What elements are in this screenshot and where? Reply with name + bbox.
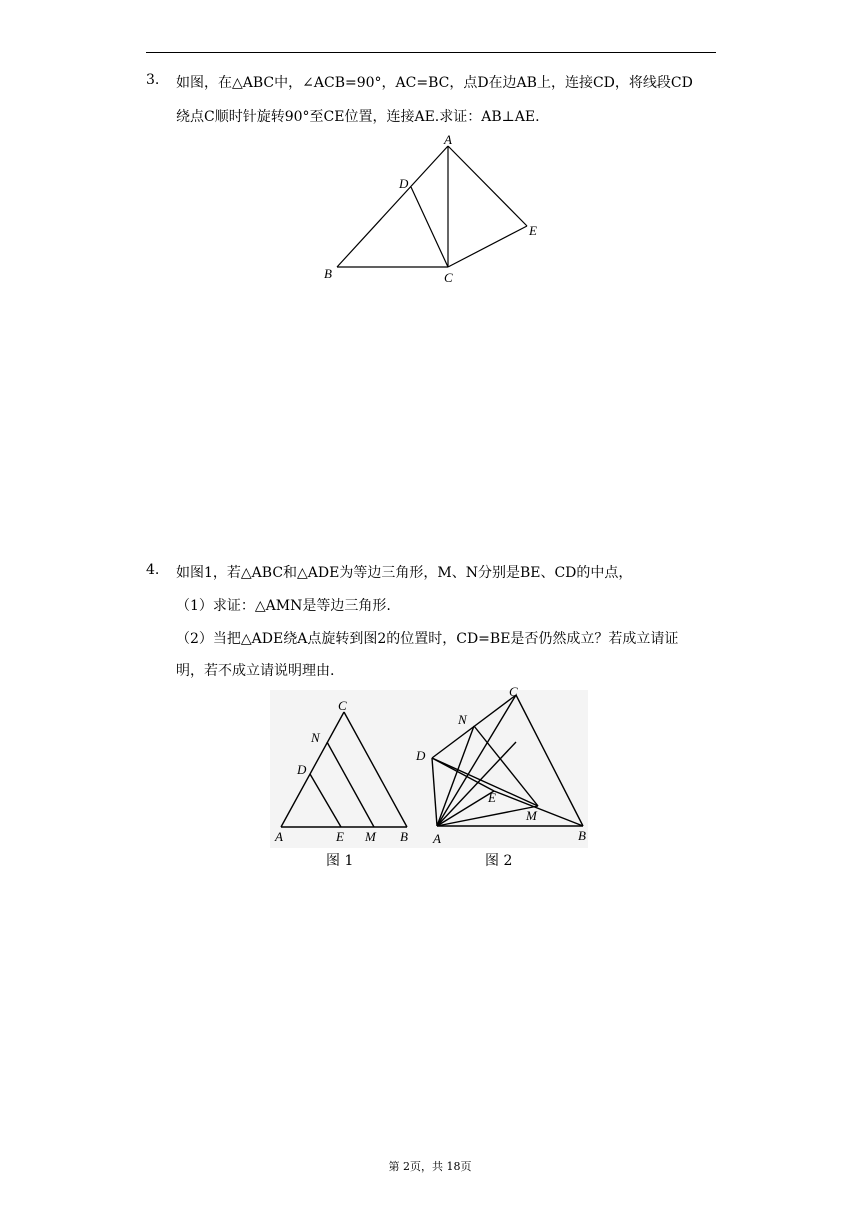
segment-ce xyxy=(448,226,527,267)
label-e: E xyxy=(529,223,537,238)
segment-ad xyxy=(432,758,437,826)
label-e: E xyxy=(336,829,344,844)
figure-2-caption: 图 2 xyxy=(485,853,513,869)
question-3-line-2: 绕点C顺时针旋转90°至CE位置，连接AE.求证：AB⊥AE. xyxy=(176,109,540,125)
segment-bc xyxy=(516,695,583,826)
question-4-line-1: 如图1，若△ABC和△ADE为等边三角形，M、N分别是BE、CD的中点， xyxy=(176,565,633,581)
label-b: B xyxy=(400,829,408,844)
label-d: D xyxy=(416,748,426,763)
label-c: C xyxy=(509,684,518,699)
label-e: E xyxy=(488,790,496,805)
figure-1-caption: 图 1 xyxy=(326,853,354,869)
segment-ab xyxy=(337,146,448,267)
question-4-figure-1 xyxy=(270,692,420,848)
label-a: A xyxy=(444,132,452,147)
question-3-number: 3. xyxy=(146,72,160,88)
segment-de xyxy=(310,774,341,827)
question-3-line-1: 如图，在△ABC中，∠ACB=90°，AC=BC，点D在边AB上，连接CD，将线段CD xyxy=(176,75,693,91)
header-rule xyxy=(146,52,716,53)
segment-ac xyxy=(437,695,516,826)
segment-ae xyxy=(448,146,527,226)
segment-be xyxy=(494,791,583,826)
label-m: M xyxy=(365,829,376,844)
label-b: B xyxy=(578,828,586,843)
question-4-figure-2 xyxy=(410,680,595,850)
label-c: C xyxy=(444,270,453,285)
label-b: B xyxy=(324,266,332,281)
label-n: N xyxy=(458,712,467,727)
question-4-part-2-line-2: 明，若不成立请说明理由. xyxy=(176,663,335,679)
segment-cd xyxy=(411,187,448,267)
question-4-part-2-line-1: （2）当把△ADE绕A点旋转到图2的位置时，CD=BE是否仍然成立？若成立请证 xyxy=(176,631,679,647)
label-d: D xyxy=(399,176,409,191)
label-n: N xyxy=(311,730,320,745)
label-d: D xyxy=(297,762,307,777)
label-a: A xyxy=(275,829,283,844)
segment-bc xyxy=(344,712,407,827)
segment-dm xyxy=(432,758,538,806)
question-4-part-1: （1）求证：△AMN是等边三角形. xyxy=(176,598,391,614)
segment-nm xyxy=(474,726,538,806)
label-a: A xyxy=(433,831,441,846)
label-m: M xyxy=(526,808,537,823)
question-3-figure xyxy=(320,132,550,287)
page-footer: 第 2页，共 18页 xyxy=(388,1160,472,1173)
label-c: C xyxy=(338,698,347,713)
question-4-number: 4. xyxy=(146,562,160,578)
